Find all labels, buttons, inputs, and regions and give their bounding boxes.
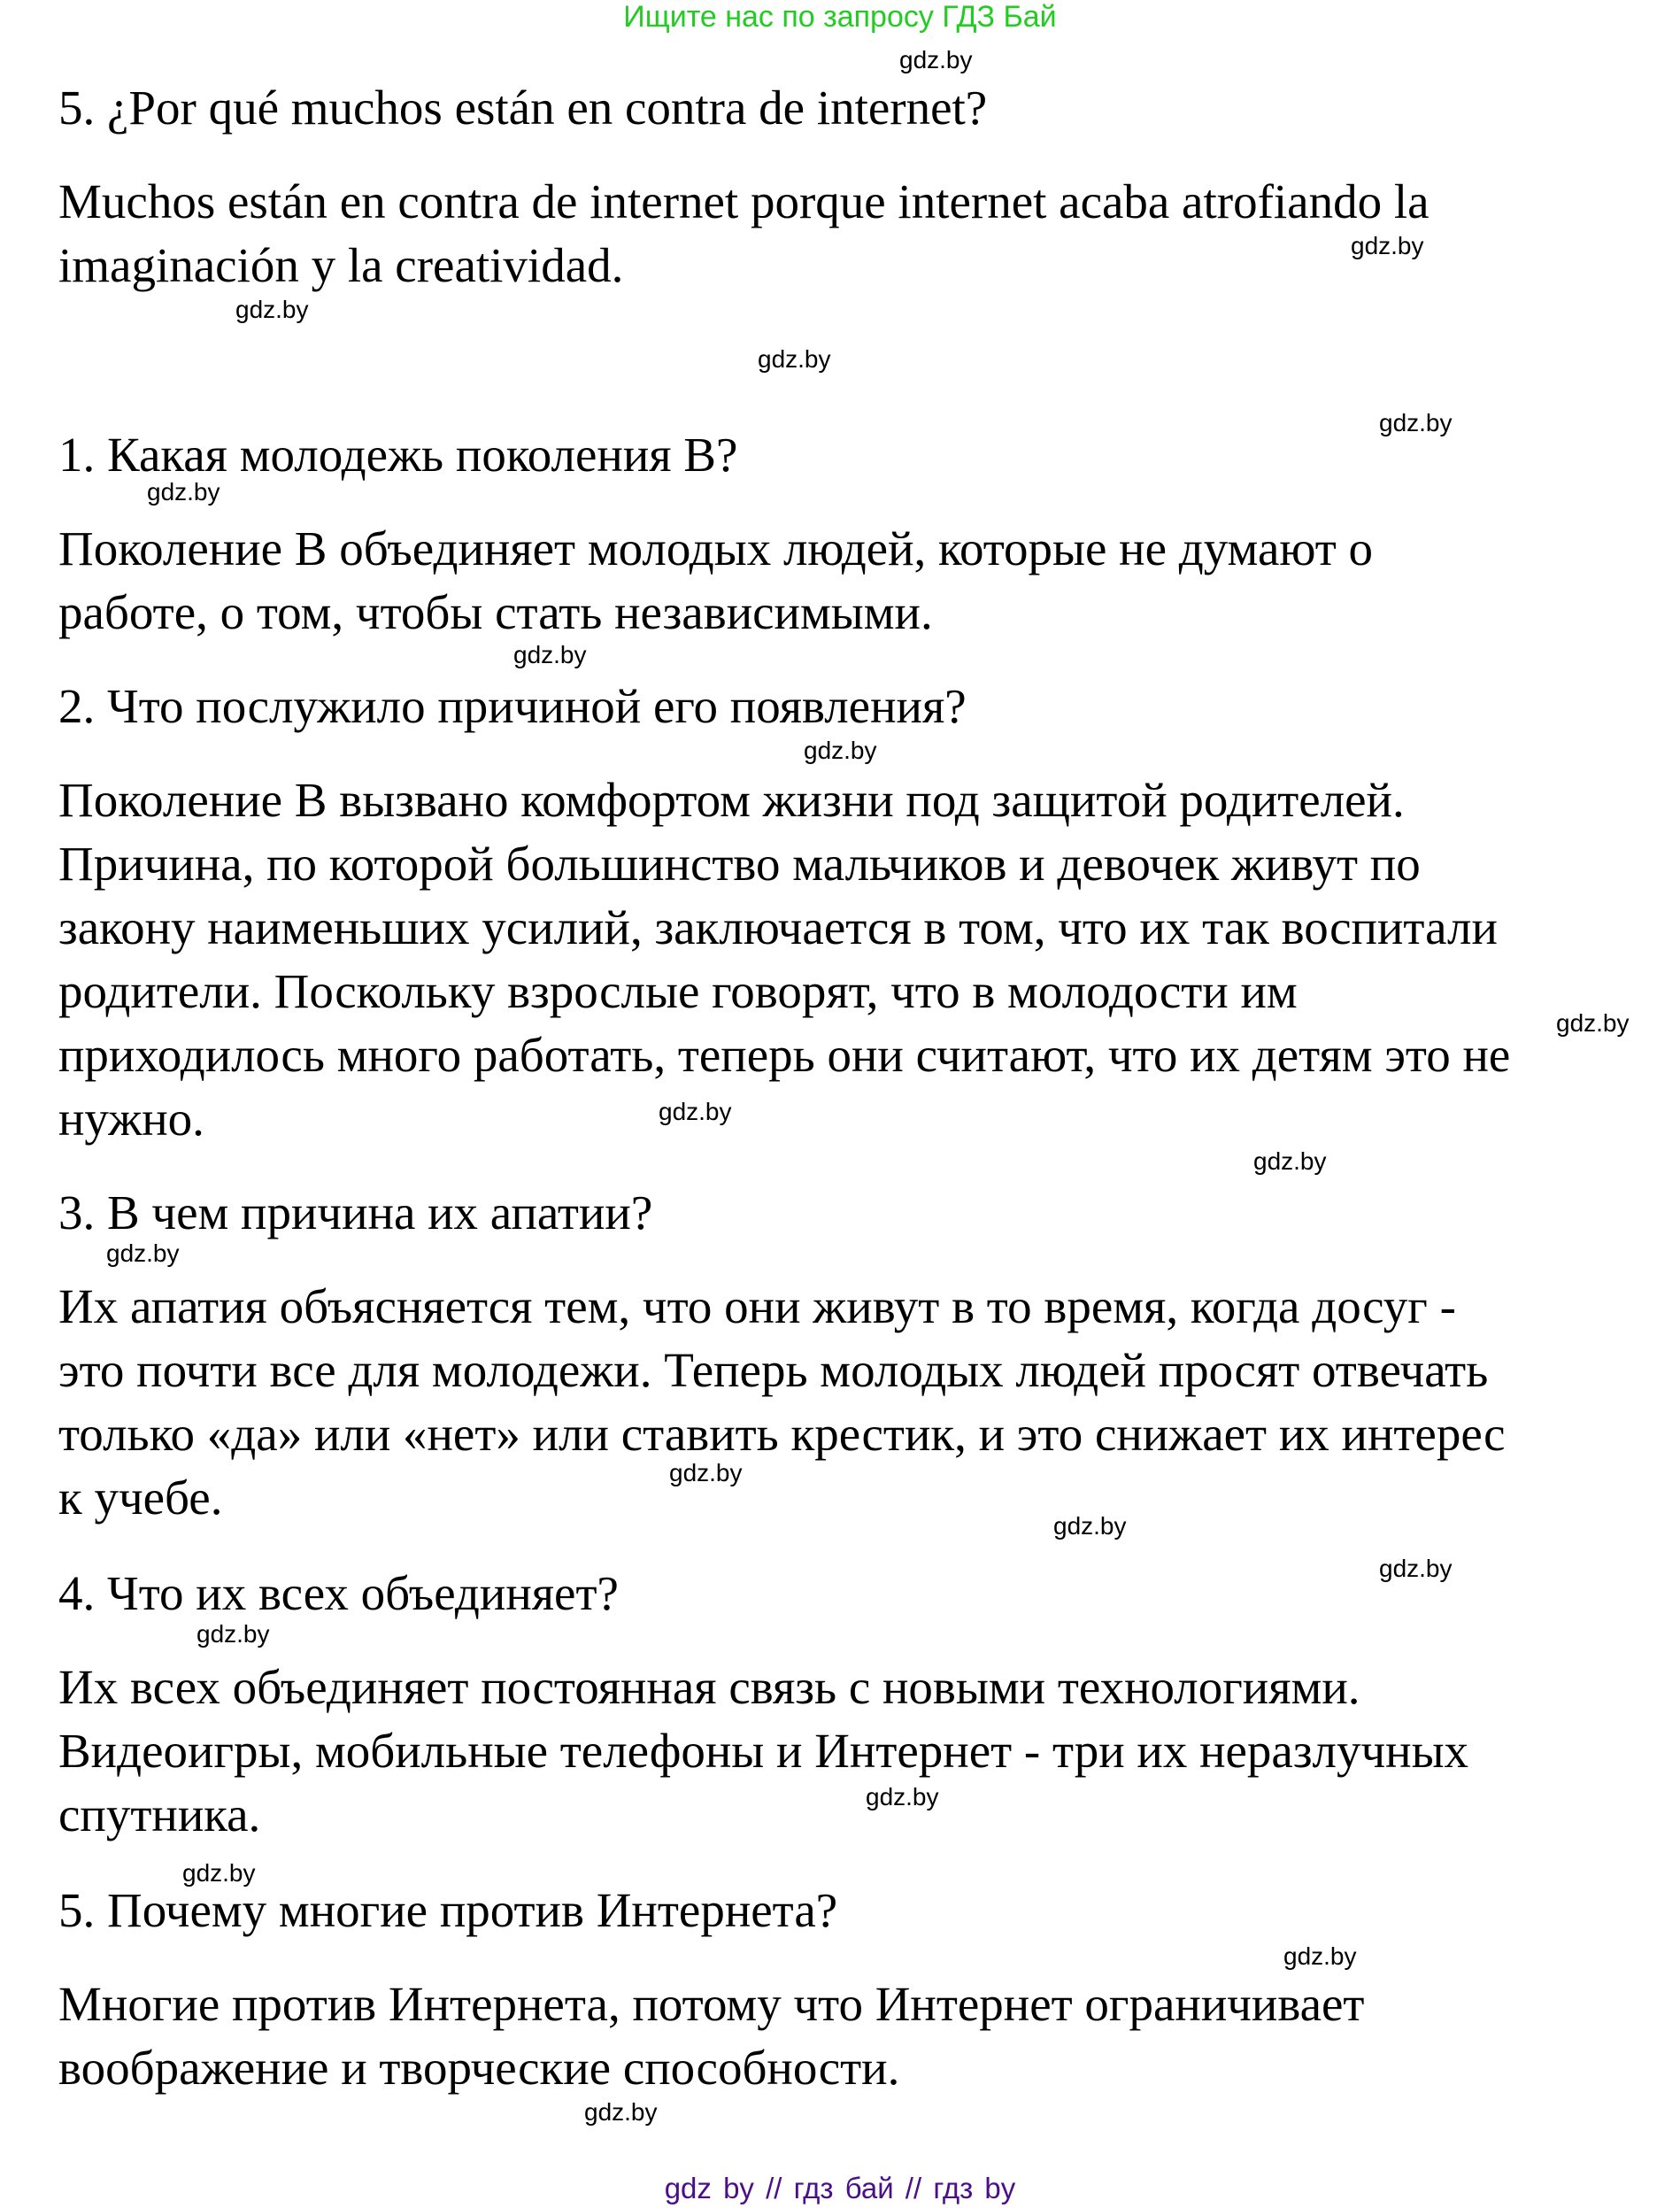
answer-line: нужно. [58,1092,204,1146]
answer-line: Причина, по которой большинство мальчиков и девочек живут по [58,837,1421,891]
watermark: gdz.by [1283,1942,1357,1970]
watermark: gdz.by [197,1620,270,1648]
answer-line: воображение и творческие способности. [58,2041,900,2095]
answer-line: Поколение В объединяет молодых людей, которые не думают о [58,521,1373,575]
watermark: gdz.by [669,1459,743,1486]
answer-line: закону наименьших усилий, заключается в том, что их так воспитали [58,900,1498,954]
answer-line: спутника. [58,1787,261,1841]
question-4: 4. Что их всех объединяет? [58,1566,619,1620]
watermark: gdz.by [1053,1512,1127,1540]
answer-line: Их апатия объясняется тем, что они живут в то время, когда досуг - [58,1279,1456,1333]
site-footer-links: gdz by // гдз бай // гдз by [664,2172,1016,2204]
watermark: gdz.by [106,1239,180,1267]
answer-line: Muchos están en contra de internet porque internet acaba atrofiando la [58,174,1430,228]
question-2: 2. Что послужило причиной его появления? [58,679,967,733]
watermark: gdz.by [899,46,973,73]
answer-line: приходилось много работать, теперь они считают, что их детям это не [58,1028,1511,1082]
watermark: gdz.by [235,296,309,323]
question-1: 1. Какая молодежь поколения В? [58,428,738,482]
watermark: gdz.by [804,737,877,764]
answer-line: только «да» или «нет» или ставить крестик, и это снижает их интерес [58,1407,1506,1461]
watermark: gdz.by [147,478,220,506]
watermark: gdz.by [584,2098,658,2126]
answer-line: родители. Поскольку взрослые говорят, что в молодости им [58,964,1298,1018]
watermark: gdz.by [1253,1147,1327,1175]
question-es-5: 5. ¿Por qué muchos están en contra de internet? [58,81,988,135]
watermark: gdz.by [758,345,831,373]
answer-line: работе, о том, чтобы стать независимыми. [58,585,933,639]
answer-line: к учебе. [58,1471,223,1525]
answer-line: Видеоигры, мобильные телефоны и Интернет - три их неразлучных [58,1724,1469,1778]
watermark: gdz.by [1379,409,1453,436]
answer-line: это почти все для молодежи. Теперь молодых людей просят отвечать [58,1343,1489,1397]
answer-line: Их всех объединяет постоянная связь с новыми технологиями. [58,1660,1360,1714]
watermark: gdz.by [1379,1555,1453,1582]
watermark: gdz.by [1556,1009,1630,1037]
answer-line: imaginación y la creatividad. [58,238,624,292]
question-5: 5. Почему многие против Интернета? [58,1883,838,1937]
watermark: gdz.by [182,1859,256,1887]
watermark: gdz.by [1351,232,1424,259]
answer-line: Поколение В вызвано комфортом жизни под защитой родителей. [58,773,1405,827]
question-3: 3. В чем причина их апатии? [58,1185,653,1239]
site-search-banner: Ищите нас по запросу ГДЗ Бай [623,0,1057,34]
watermark: gdz.by [866,1783,939,1810]
watermark: gdz.by [513,641,587,668]
answer-line: Многие против Интернета, потому что Интернет ограничивает [58,1977,1365,2031]
watermark: gdz.by [659,1098,732,1125]
